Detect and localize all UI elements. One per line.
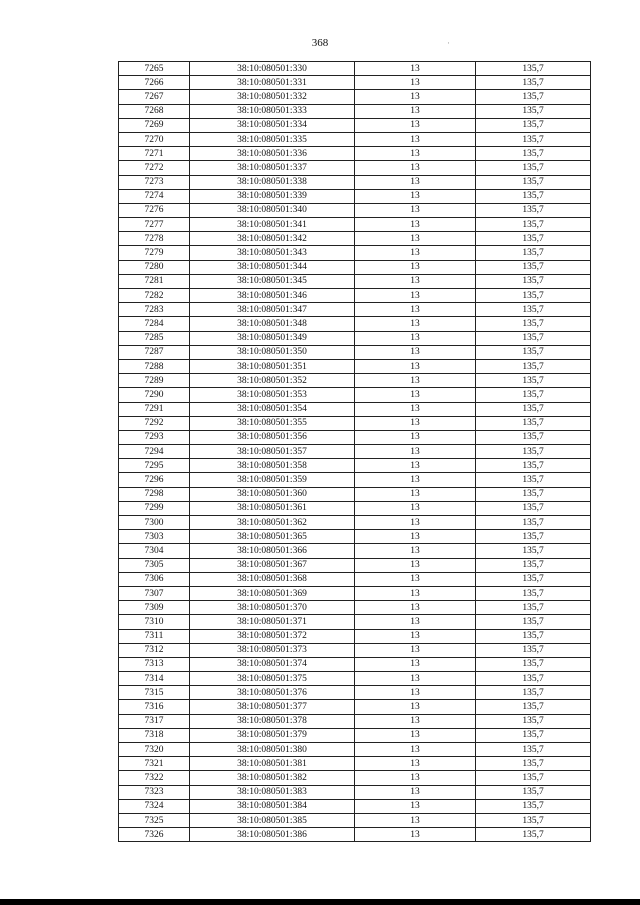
cadastral-number-cell: 38:10:080501:371 (190, 615, 355, 629)
area-cell: 135,7 (476, 331, 591, 345)
table-row (119, 586, 591, 600)
cadastral-number-cell: 38:10:080501:330 (190, 62, 355, 76)
cadastral-number-cell: 38:10:080501:370 (190, 601, 355, 615)
cadastral-number-cell: 38:10:080501:343 (190, 246, 355, 260)
row-number-cell: 7271 (119, 147, 190, 161)
area-cell: 135,7 (476, 459, 591, 473)
row-number-cell: 7320 (119, 743, 190, 757)
cadastral-number-cell: 38:10:080501:351 (190, 359, 355, 373)
area-cell: 135,7 (476, 785, 591, 799)
area-cell: 135,7 (476, 175, 591, 189)
quarter-cell: 13 (355, 232, 476, 246)
cadastral-number-cell: 38:10:080501:382 (190, 771, 355, 785)
table-row (119, 161, 591, 175)
row-number-cell: 7310 (119, 615, 190, 629)
row-number-cell: 7268 (119, 104, 190, 118)
cadastral-number-cell: 38:10:080501:356 (190, 430, 355, 444)
row-number-cell: 7304 (119, 544, 190, 558)
cadastral-number-cell: 38:10:080501:353 (190, 388, 355, 402)
table-row (119, 203, 591, 217)
area-cell: 135,7 (476, 601, 591, 615)
quarter-cell: 13 (355, 572, 476, 586)
table-row (119, 558, 591, 572)
table-row (119, 274, 591, 288)
quarter-cell: 13 (355, 516, 476, 530)
table-row (119, 260, 591, 274)
cadastral-number-cell: 38:10:080501:335 (190, 132, 355, 146)
table-row (119, 629, 591, 643)
cadastral-number-cell: 38:10:080501:348 (190, 317, 355, 331)
table-row (119, 487, 591, 501)
row-number-cell: 7273 (119, 175, 190, 189)
quarter-cell: 13 (355, 799, 476, 813)
area-cell: 135,7 (476, 615, 591, 629)
quarter-cell: 13 (355, 317, 476, 331)
quarter-cell: 13 (355, 218, 476, 232)
area-cell: 135,7 (476, 728, 591, 742)
quarter-cell: 13 (355, 161, 476, 175)
area-cell: 135,7 (476, 700, 591, 714)
quarter-cell: 13 (355, 743, 476, 757)
cadastral-number-cell: 38:10:080501:378 (190, 714, 355, 728)
quarter-cell: 13 (355, 90, 476, 104)
table-row (119, 118, 591, 132)
area-cell: 135,7 (476, 374, 591, 388)
cadastral-number-cell: 38:10:080501:333 (190, 104, 355, 118)
row-number-cell: 7316 (119, 700, 190, 714)
cadastral-number-cell: 38:10:080501:360 (190, 487, 355, 501)
table-body (119, 62, 591, 842)
row-number-cell: 7272 (119, 161, 190, 175)
row-number-cell: 7293 (119, 430, 190, 444)
cadastral-number-cell: 38:10:080501:366 (190, 544, 355, 558)
table-row (119, 771, 591, 785)
area-cell: 135,7 (476, 771, 591, 785)
area-cell: 135,7 (476, 402, 591, 416)
row-number-cell: 7266 (119, 76, 190, 90)
quarter-cell: 13 (355, 473, 476, 487)
table-row (119, 232, 591, 246)
cadastral-number-cell: 38:10:080501:359 (190, 473, 355, 487)
area-cell: 135,7 (476, 218, 591, 232)
row-number-cell: 7281 (119, 274, 190, 288)
quarter-cell: 13 (355, 430, 476, 444)
table-row (119, 147, 591, 161)
table-row (119, 544, 591, 558)
quarter-cell: 13 (355, 76, 476, 90)
row-number-cell: 7285 (119, 331, 190, 345)
area-cell: 135,7 (476, 345, 591, 359)
row-number-cell: 7300 (119, 516, 190, 530)
area-cell: 135,7 (476, 473, 591, 487)
cadastral-number-cell: 38:10:080501:373 (190, 643, 355, 657)
quarter-cell: 13 (355, 203, 476, 217)
cadastral-number-cell: 38:10:080501:331 (190, 76, 355, 90)
quarter-cell: 13 (355, 331, 476, 345)
quarter-cell: 13 (355, 416, 476, 430)
cadastral-number-cell: 38:10:080501:336 (190, 147, 355, 161)
table-row (119, 132, 591, 146)
area-cell: 135,7 (476, 757, 591, 771)
quarter-cell: 13 (355, 672, 476, 686)
row-number-cell: 7311 (119, 629, 190, 643)
row-number-cell: 7307 (119, 586, 190, 600)
cadastral-number-cell: 38:10:080501:361 (190, 501, 355, 515)
quarter-cell: 13 (355, 700, 476, 714)
cadastral-number-cell: 38:10:080501:350 (190, 345, 355, 359)
row-number-cell: 7289 (119, 374, 190, 388)
table-row (119, 374, 591, 388)
cadastral-number-cell: 38:10:080501:357 (190, 445, 355, 459)
cadastral-number-cell: 38:10:080501:349 (190, 331, 355, 345)
cadastral-number-cell: 38:10:080501:332 (190, 90, 355, 104)
row-number-cell: 7323 (119, 785, 190, 799)
area-cell: 135,7 (476, 203, 591, 217)
area-cell: 135,7 (476, 62, 591, 76)
area-cell: 135,7 (476, 161, 591, 175)
cadastral-number-cell: 38:10:080501:368 (190, 572, 355, 586)
cadastral-number-cell: 38:10:080501:339 (190, 189, 355, 203)
quarter-cell: 13 (355, 62, 476, 76)
row-number-cell: 7278 (119, 232, 190, 246)
area-cell: 135,7 (476, 544, 591, 558)
area-cell: 135,7 (476, 743, 591, 757)
area-cell: 135,7 (476, 828, 591, 842)
row-number-cell: 7276 (119, 203, 190, 217)
quarter-cell: 13 (355, 445, 476, 459)
row-number-cell: 7269 (119, 118, 190, 132)
quarter-cell: 13 (355, 771, 476, 785)
quarter-cell: 13 (355, 345, 476, 359)
area-cell: 135,7 (476, 147, 591, 161)
area-cell: 135,7 (476, 189, 591, 203)
quarter-cell: 13 (355, 828, 476, 842)
quarter-cell: 13 (355, 303, 476, 317)
area-cell: 135,7 (476, 487, 591, 501)
cadastral-number-cell: 38:10:080501:358 (190, 459, 355, 473)
table-row (119, 104, 591, 118)
cadastral-number-cell: 38:10:080501:377 (190, 700, 355, 714)
quarter-cell: 13 (355, 487, 476, 501)
cadastral-number-cell: 38:10:080501:352 (190, 374, 355, 388)
quarter-cell: 13 (355, 246, 476, 260)
table-row (119, 785, 591, 799)
cadastral-number-cell: 38:10:080501:374 (190, 657, 355, 671)
quarter-cell: 13 (355, 785, 476, 799)
area-cell: 135,7 (476, 260, 591, 274)
cadastral-number-cell: 38:10:080501:340 (190, 203, 355, 217)
area-cell: 135,7 (476, 714, 591, 728)
table-row (119, 175, 591, 189)
table-row (119, 218, 591, 232)
area-cell: 135,7 (476, 629, 591, 643)
table-row (119, 459, 591, 473)
area-cell: 135,7 (476, 530, 591, 544)
cadastral-number-cell: 38:10:080501:354 (190, 402, 355, 416)
scan-bottom-edge (0, 899, 640, 905)
cadastral-number-cell: 38:10:080501:344 (190, 260, 355, 274)
cadastral-number-cell: 38:10:080501:347 (190, 303, 355, 317)
table-row (119, 728, 591, 742)
row-number-cell: 7290 (119, 388, 190, 402)
cadastral-number-cell: 38:10:080501:338 (190, 175, 355, 189)
cadastral-number-cell: 38:10:080501:375 (190, 672, 355, 686)
area-cell: 135,7 (476, 232, 591, 246)
quarter-cell: 13 (355, 629, 476, 643)
cadastral-number-cell: 38:10:080501:383 (190, 785, 355, 799)
area-cell: 135,7 (476, 289, 591, 303)
row-number-cell: 7267 (119, 90, 190, 104)
cadastral-number-cell: 38:10:080501:367 (190, 558, 355, 572)
table-row (119, 743, 591, 757)
table-row (119, 516, 591, 530)
row-number-cell: 7296 (119, 473, 190, 487)
cadastral-number-cell: 38:10:080501:341 (190, 218, 355, 232)
row-number-cell: 7291 (119, 402, 190, 416)
area-cell: 135,7 (476, 388, 591, 402)
row-number-cell: 7284 (119, 317, 190, 331)
table-row (119, 828, 591, 842)
area-cell: 135,7 (476, 430, 591, 444)
row-number-cell: 7279 (119, 246, 190, 260)
quarter-cell: 13 (355, 459, 476, 473)
cadastral-number-cell: 38:10:080501:362 (190, 516, 355, 530)
quarter-cell: 13 (355, 189, 476, 203)
row-number-cell: 7277 (119, 218, 190, 232)
area-cell: 135,7 (476, 76, 591, 90)
quarter-cell: 13 (355, 289, 476, 303)
row-number-cell: 7309 (119, 601, 190, 615)
cadastral-number-cell: 38:10:080501:346 (190, 289, 355, 303)
table-row (119, 757, 591, 771)
area-cell: 135,7 (476, 643, 591, 657)
table-row (119, 672, 591, 686)
quarter-cell: 13 (355, 274, 476, 288)
row-number-cell: 7299 (119, 501, 190, 515)
row-number-cell: 7322 (119, 771, 190, 785)
table-row (119, 402, 591, 416)
area-cell: 135,7 (476, 657, 591, 671)
area-cell: 135,7 (476, 672, 591, 686)
quarter-cell: 13 (355, 813, 476, 827)
area-cell: 135,7 (476, 274, 591, 288)
table-row (119, 388, 591, 402)
quarter-cell: 13 (355, 558, 476, 572)
area-cell: 135,7 (476, 90, 591, 104)
quarter-cell: 13 (355, 147, 476, 161)
scan-mark: · (447, 38, 450, 48)
cadastral-number-cell: 38:10:080501:376 (190, 686, 355, 700)
cadastral-number-cell: 38:10:080501:345 (190, 274, 355, 288)
area-cell: 135,7 (476, 686, 591, 700)
area-cell: 135,7 (476, 799, 591, 813)
table-row (119, 700, 591, 714)
area-cell: 135,7 (476, 118, 591, 132)
row-number-cell: 7325 (119, 813, 190, 827)
table-row (119, 813, 591, 827)
table-row (119, 530, 591, 544)
row-number-cell: 7313 (119, 657, 190, 671)
row-number-cell: 7283 (119, 303, 190, 317)
table-row (119, 246, 591, 260)
row-number-cell: 7314 (119, 672, 190, 686)
table-row (119, 501, 591, 515)
table-row (119, 359, 591, 373)
table-row (119, 345, 591, 359)
row-number-cell: 7324 (119, 799, 190, 813)
quarter-cell: 13 (355, 374, 476, 388)
quarter-cell: 13 (355, 118, 476, 132)
table-row (119, 289, 591, 303)
table-row (119, 331, 591, 345)
quarter-cell: 13 (355, 686, 476, 700)
quarter-cell: 13 (355, 586, 476, 600)
area-cell: 135,7 (476, 516, 591, 530)
quarter-cell: 13 (355, 501, 476, 515)
area-cell: 135,7 (476, 501, 591, 515)
row-number-cell: 7318 (119, 728, 190, 742)
table-row (119, 445, 591, 459)
table-row (119, 601, 591, 615)
row-number-cell: 7270 (119, 132, 190, 146)
cadastral-table (118, 61, 591, 842)
table-row (119, 473, 591, 487)
quarter-cell: 13 (355, 601, 476, 615)
cadastral-number-cell: 38:10:080501:385 (190, 813, 355, 827)
cadastral-number-cell: 38:10:080501:355 (190, 416, 355, 430)
table-row (119, 572, 591, 586)
area-cell: 135,7 (476, 445, 591, 459)
row-number-cell: 7292 (119, 416, 190, 430)
area-cell: 135,7 (476, 246, 591, 260)
table-row (119, 799, 591, 813)
cadastral-number-cell: 38:10:080501:379 (190, 728, 355, 742)
row-number-cell: 7321 (119, 757, 190, 771)
page-number: 368 (311, 37, 329, 49)
cadastral-number-cell: 38:10:080501:334 (190, 118, 355, 132)
row-number-cell: 7295 (119, 459, 190, 473)
area-cell: 135,7 (476, 317, 591, 331)
cadastral-number-cell: 38:10:080501:365 (190, 530, 355, 544)
table-row (119, 430, 591, 444)
table-row (119, 317, 591, 331)
cadastral-number-cell: 38:10:080501:337 (190, 161, 355, 175)
quarter-cell: 13 (355, 615, 476, 629)
table-row (119, 643, 591, 657)
row-number-cell: 7312 (119, 643, 190, 657)
quarter-cell: 13 (355, 757, 476, 771)
quarter-cell: 13 (355, 388, 476, 402)
table-row (119, 189, 591, 203)
table-row (119, 686, 591, 700)
cadastral-number-cell: 38:10:080501:342 (190, 232, 355, 246)
cadastral-number-cell: 38:10:080501:369 (190, 586, 355, 600)
area-cell: 135,7 (476, 572, 591, 586)
table-row (119, 416, 591, 430)
area-cell: 135,7 (476, 303, 591, 317)
row-number-cell: 7303 (119, 530, 190, 544)
quarter-cell: 13 (355, 132, 476, 146)
row-number-cell: 7274 (119, 189, 190, 203)
quarter-cell: 13 (355, 544, 476, 558)
quarter-cell: 13 (355, 175, 476, 189)
table-row (119, 90, 591, 104)
quarter-cell: 13 (355, 714, 476, 728)
area-cell: 135,7 (476, 416, 591, 430)
table-row (119, 657, 591, 671)
table-row (119, 62, 591, 76)
quarter-cell: 13 (355, 260, 476, 274)
area-cell: 135,7 (476, 104, 591, 118)
row-number-cell: 7287 (119, 345, 190, 359)
quarter-cell: 13 (355, 104, 476, 118)
area-cell: 135,7 (476, 813, 591, 827)
quarter-cell: 13 (355, 728, 476, 742)
table-row (119, 615, 591, 629)
area-cell: 135,7 (476, 132, 591, 146)
cadastral-number-cell: 38:10:080501:381 (190, 757, 355, 771)
area-cell: 135,7 (476, 558, 591, 572)
row-number-cell: 7298 (119, 487, 190, 501)
area-cell: 135,7 (476, 359, 591, 373)
row-number-cell: 7265 (119, 62, 190, 76)
quarter-cell: 13 (355, 530, 476, 544)
row-number-cell: 7282 (119, 289, 190, 303)
table-row (119, 76, 591, 90)
row-number-cell: 7280 (119, 260, 190, 274)
area-cell: 135,7 (476, 586, 591, 600)
row-number-cell: 7326 (119, 828, 190, 842)
quarter-cell: 13 (355, 657, 476, 671)
cadastral-number-cell: 38:10:080501:386 (190, 828, 355, 842)
quarter-cell: 13 (355, 643, 476, 657)
row-number-cell: 7305 (119, 558, 190, 572)
row-number-cell: 7288 (119, 359, 190, 373)
row-number-cell: 7317 (119, 714, 190, 728)
cadastral-number-cell: 38:10:080501:380 (190, 743, 355, 757)
table-row (119, 303, 591, 317)
table-row (119, 714, 591, 728)
cadastral-number-cell: 38:10:080501:372 (190, 629, 355, 643)
quarter-cell: 13 (355, 359, 476, 373)
quarter-cell: 13 (355, 402, 476, 416)
cadastral-number-cell: 38:10:080501:384 (190, 799, 355, 813)
row-number-cell: 7315 (119, 686, 190, 700)
row-number-cell: 7294 (119, 445, 190, 459)
row-number-cell: 7306 (119, 572, 190, 586)
